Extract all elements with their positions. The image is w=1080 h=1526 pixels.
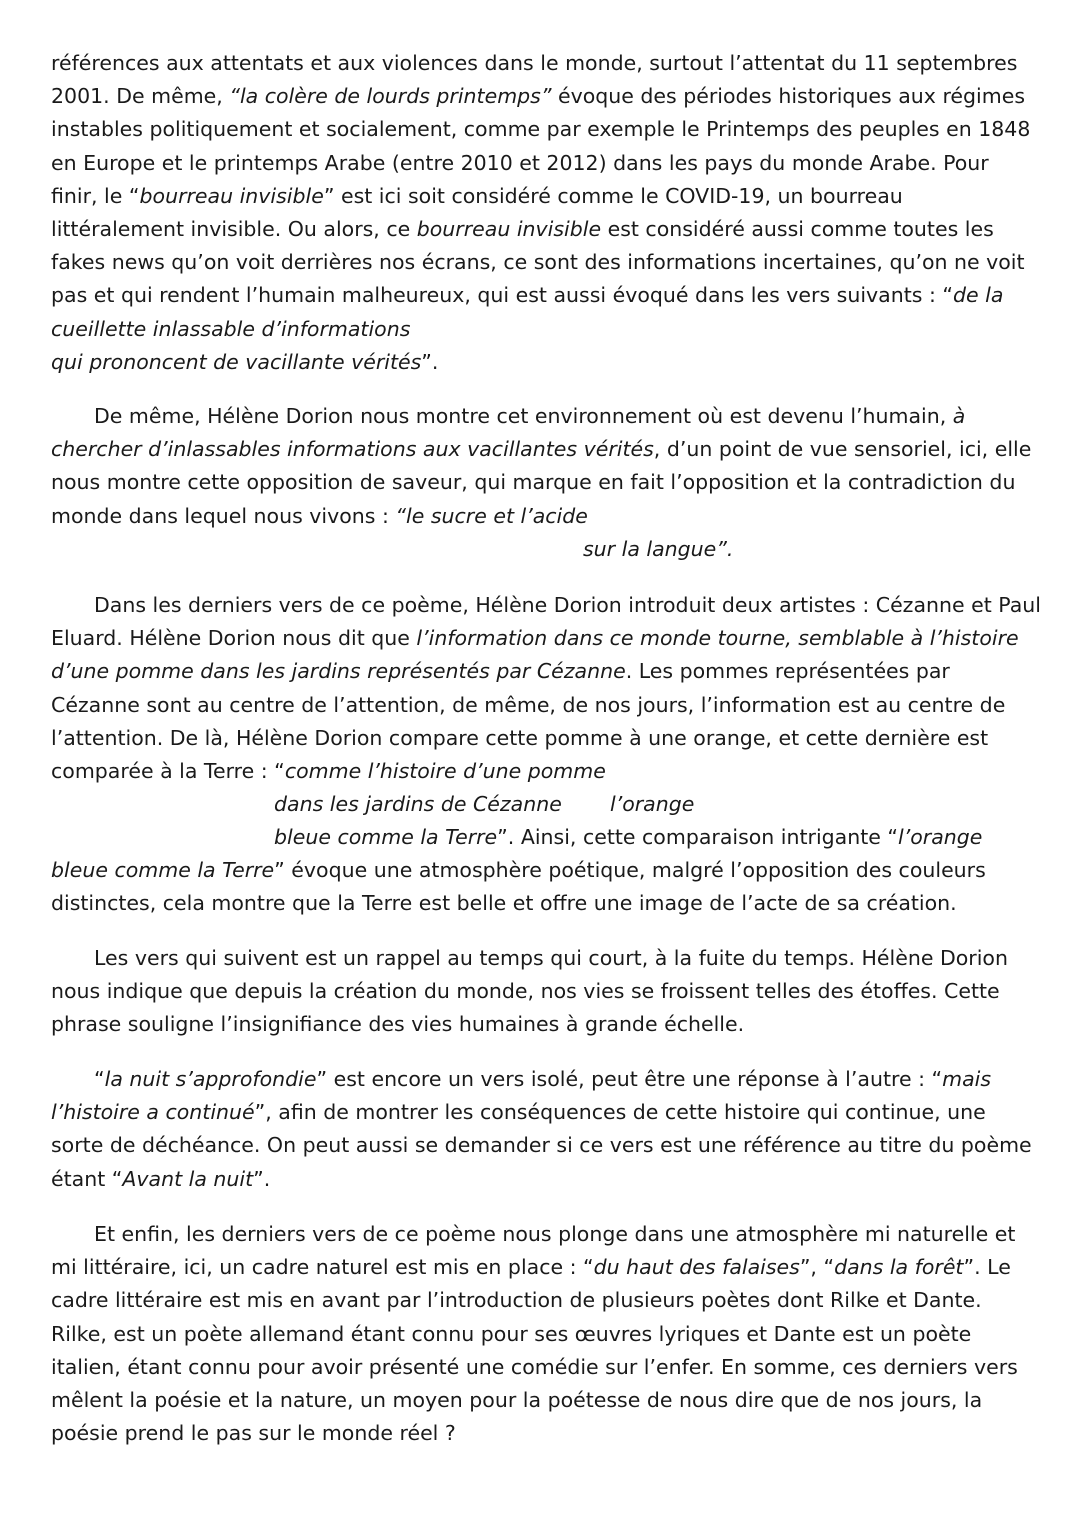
quote: bleue comme la Terre <box>274 825 498 849</box>
text: De même, Hélène Dorion nous montre cet environnement où est devenu l’humain, <box>94 404 953 428</box>
text: Les vers qui suivent est un rappel au temps qui court, à la fuite du temps. Hélène Dorion nous indique que depuis la création du monde, nos vies se froissent telles des étoffes. Cette phrase souligne l’insignifiance des vies humaines à grande échelle. <box>51 946 1008 1037</box>
quote: l’information dans ce monde tourne, semblable à l’histoire d’une pomme dans les jardins représentés par Cézanne <box>51 626 1019 684</box>
quote: qui prononcent de vacillante vérités <box>51 349 422 374</box>
verse-line: dans les jardins de Cézanne <box>274 792 562 816</box>
paragraph-6 <box>51 1218 1041 1450</box>
text: est considéré aussi comme toutes les fakes news qu’on voit derrières nos écrans, ce sont des informations incertaines, qu’on ne voit pas et qui rendent l’humain malheureux, qui est aussi évoqué dans les vers suivants : “ <box>51 217 1025 308</box>
quote: Avant la nuit <box>122 1166 254 1191</box>
text: Dans les derniers vers de ce poème, Hélène Dorion introduit deux artistes : Cézanne et Paul Eluard. Hélène Dorion nous dit que <box>51 593 1041 651</box>
paragraph-2 <box>51 400 1041 533</box>
quote: bourreau invisible <box>139 183 324 208</box>
quote: comme l’histoire d’une pomme <box>284 759 606 784</box>
text: ” est ici soit considéré comme le COVID-19, un bourreau littéralement invisible. Ou alors, ce <box>51 183 903 242</box>
paragraph-3-end <box>51 854 1041 920</box>
verse-line-continuation <box>274 821 982 854</box>
text: ”. Ainsi, cette comparaison intrigante “ <box>497 825 899 849</box>
quote: “la colère de lourds printemps” <box>229 84 552 109</box>
paragraph-4 <box>51 942 1041 1042</box>
text: références aux attentats et aux violences dans le monde, surtout l’attentat du 11 septembres 2001. De même, <box>51 51 1018 109</box>
quote: la nuit s’approfondie <box>104 1067 317 1091</box>
quote: bleue comme la Terre <box>51 858 275 882</box>
paragraph-3 <box>51 589 1041 788</box>
text: , d’un point de vue sensoriel, ici, elle nous montre cette opposition de saveur, qui marque en fait l’opposition et la contradiction du monde dans lequel nous vivons : <box>51 437 1032 528</box>
quote: “le sucre et l’acide <box>395 503 588 528</box>
text: ”. <box>421 349 439 374</box>
text: “ <box>94 1067 105 1091</box>
verse-line: sur la langue”. <box>583 537 734 561</box>
quote: bourreau invisible <box>416 217 602 242</box>
paragraph-1 <box>51 47 1041 379</box>
text: . Les pommes représentées par Cézanne sont au centre de l’attention, de même, de nos jours, l’information est au centre de l’attention. De là, Hélène Dorion compare cette pomme à une orange, et cette dernière est comparée à la Terre : “ <box>51 659 1006 784</box>
quote: dans la forêt <box>834 1255 964 1280</box>
quote: du haut des falaises <box>593 1255 800 1280</box>
verse-line: l’orange <box>610 792 695 816</box>
quote: l’orange <box>898 825 983 849</box>
text: ”, afin de montrer les conséquences de cette histoire qui continue, une sorte de déchéance. On peut aussi se demander si ce vers est une référence au titre du poème étant “ <box>51 1100 1032 1191</box>
text: Et enfin, les derniers vers de ce poème nous plonge dans une atmosphère mi naturelle et mi littéraire, ici, un cadre naturel est mis en place : “ <box>51 1222 1016 1280</box>
text: ” évoque une atmosphère poétique, malgré l’opposition des couleurs distinctes, cela montre que la Terre est belle et offre une image de l’acte de sa création. <box>51 858 986 916</box>
text: évoque des périodes historiques aux régimes instables politiquement et socialement, comme par exemple le Printemps des peuples en 1848 en Europe et le printemps Arabe (entre 2010 et 2012) dans les pays du monde Arabe. Pour finir, le “ <box>51 84 1031 208</box>
quote: de la cueillette inlassable d’informations <box>51 283 1004 341</box>
text: ”. <box>253 1166 271 1191</box>
text: ”, “ <box>799 1255 835 1280</box>
text: ”. Le cadre littéraire est mis en avant par l’introduction de plusieurs poètes dont Rilke et Dante. Rilke, est un poète allemand étant connu pour ses œuvres lyriques et Dante est un poète italien, étant connu pour avoir présenté une comédie sur l’enfer. En somme, ces derniers vers mêlent la poésie et la nature, un moyen pour la poétesse de nous dire que de nos jours, la poésie prend le pas sur le monde réel ? <box>51 1255 1018 1446</box>
quote: mais l’histoire a continué <box>51 1067 992 1125</box>
text: ” est encore un vers isolé, peut être une réponse à l’autre : “ <box>316 1067 943 1091</box>
quote: à chercher d’inlassables informations aux vacillantes vérités <box>51 404 966 462</box>
paragraph-5 <box>51 1063 1041 1196</box>
